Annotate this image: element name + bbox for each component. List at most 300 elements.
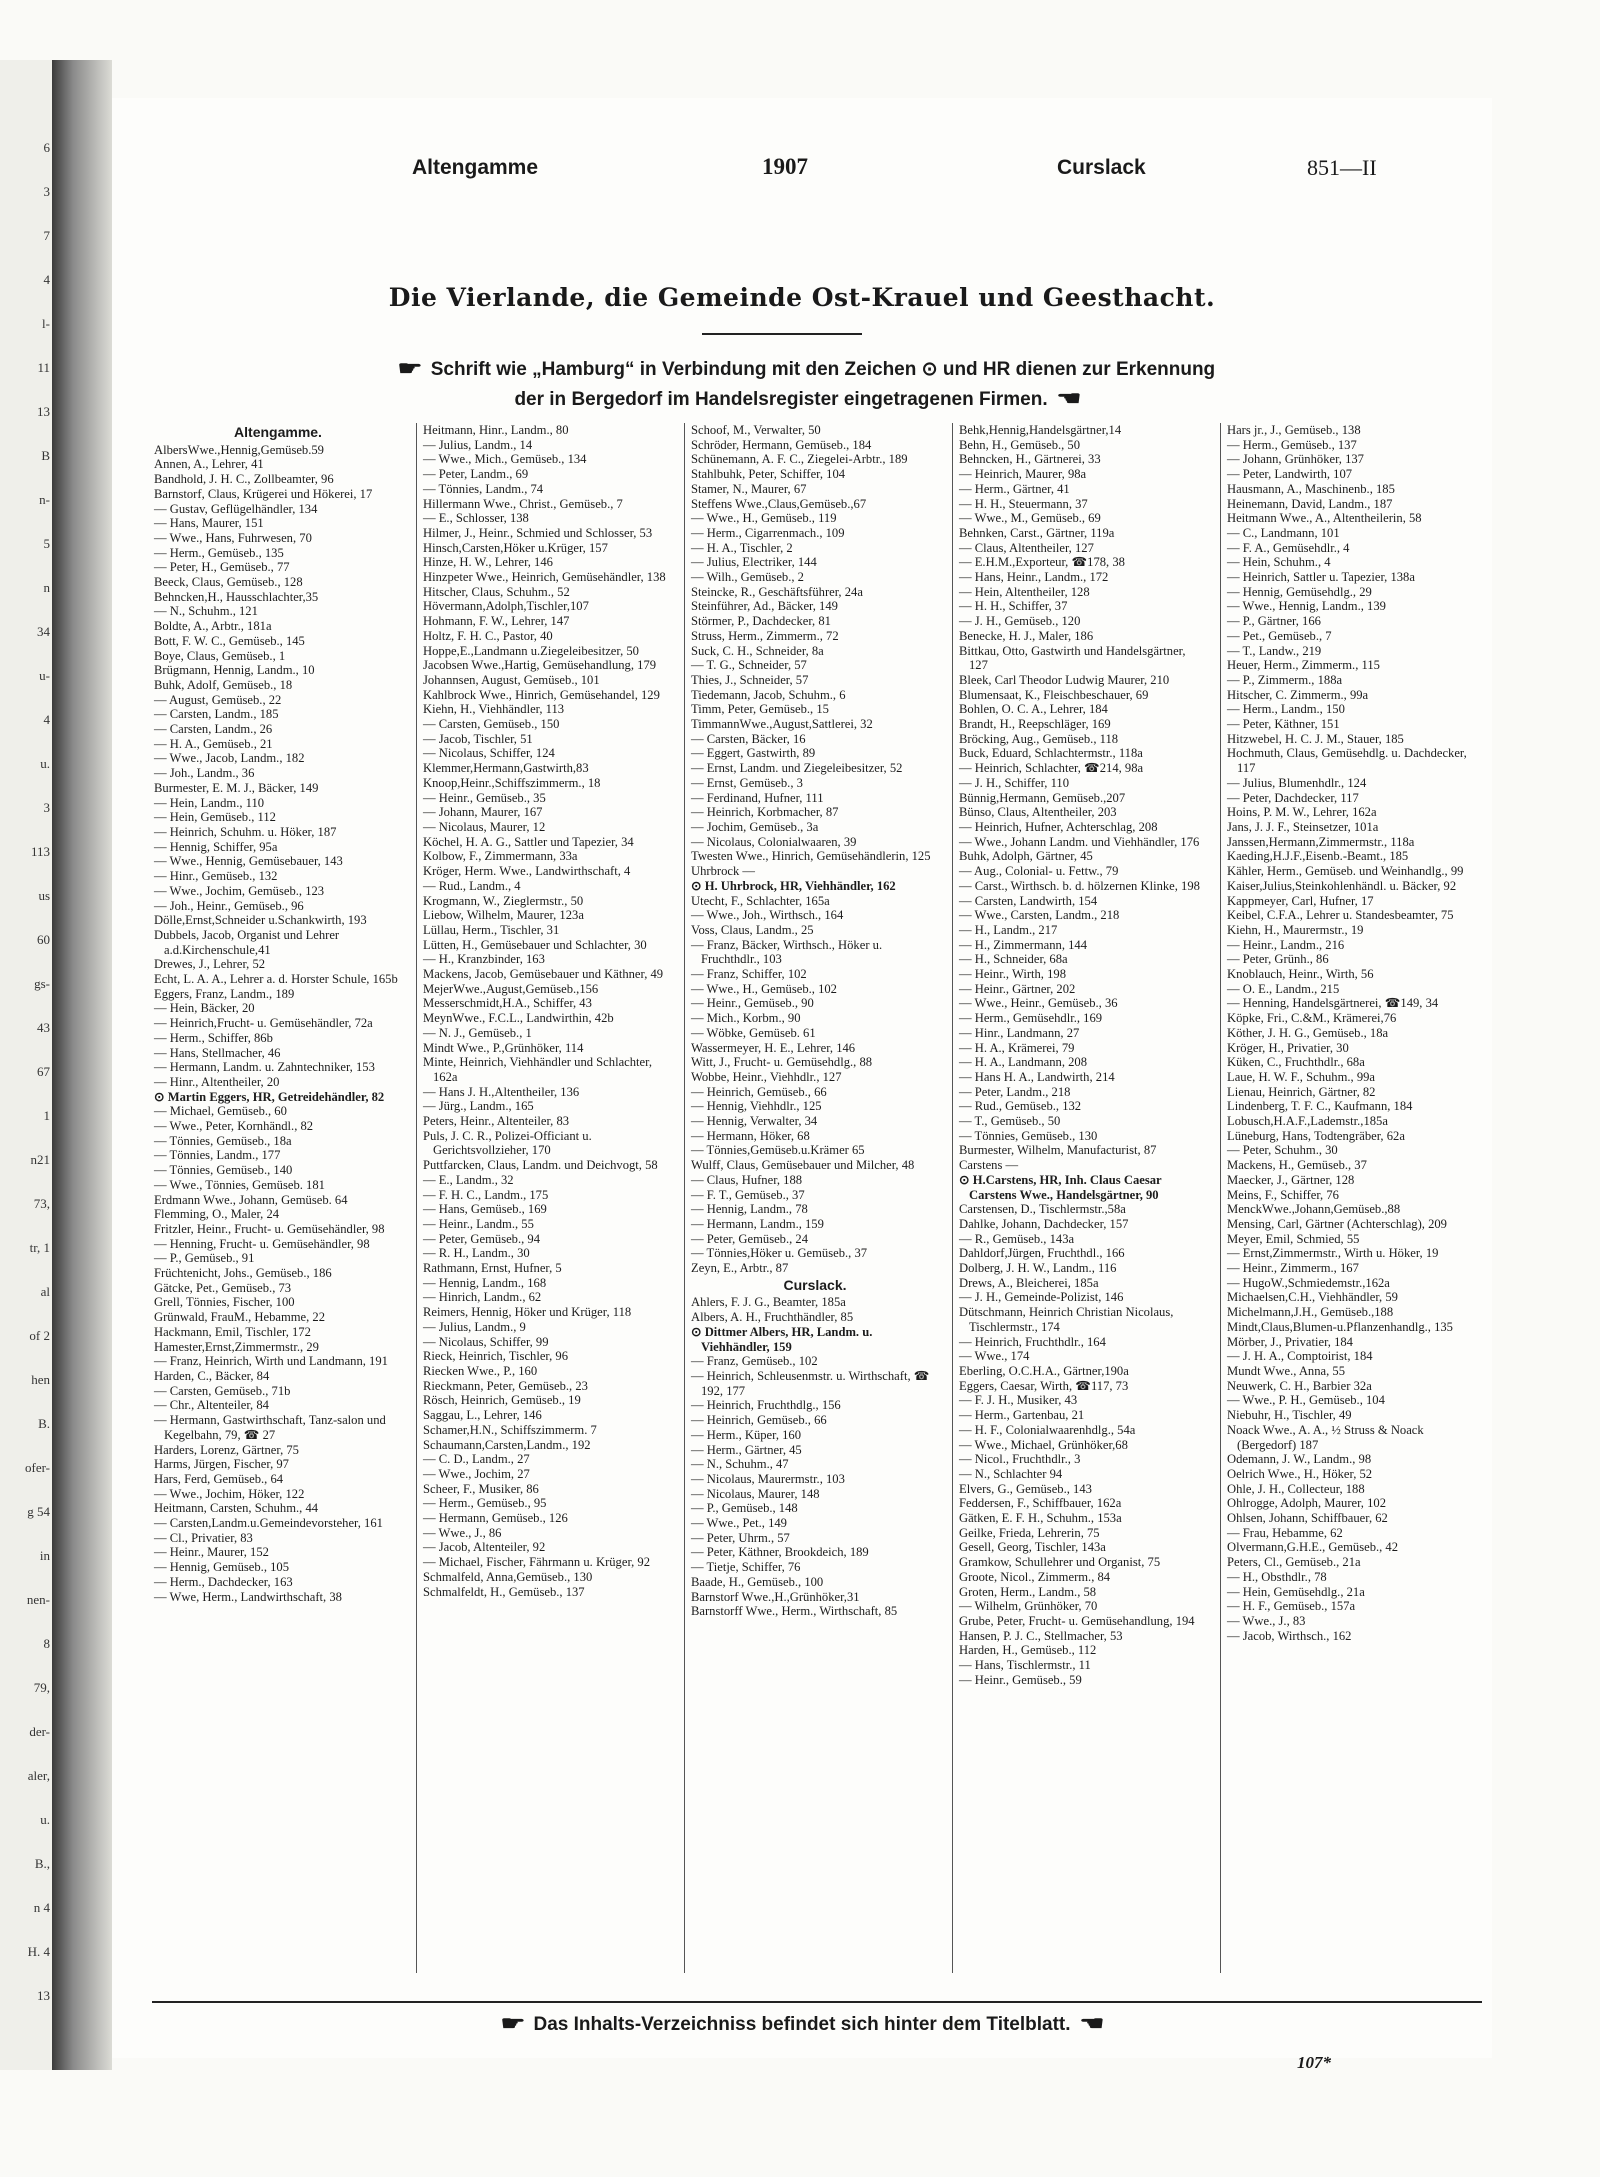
directory-entry: — Hennig, Gemüsehdlg., 29 <box>1227 584 1372 599</box>
directory-entry: Utecht, F., Schlachter, 165a <box>691 893 830 908</box>
margin-fragment: 67 <box>37 1064 50 1079</box>
directory-entry: — Carsten, Gemüseb., 71b <box>154 1383 291 1398</box>
directory-entry: — H. A., Krämerei, 79 <box>959 1040 1075 1055</box>
directory-entry: Wassermeyer, H. E., Lehrer, 146 <box>691 1040 856 1055</box>
pointing-hand-icon: ☛ <box>397 358 423 380</box>
directory-entry: — Wwe., Peter, Kornhändl., 82 <box>154 1119 314 1134</box>
directory-entry: — HugoW.,Schmiedemstr.,162a <box>1227 1275 1390 1290</box>
directory-entry: Behn, H., Gemüseb., 50 <box>959 437 1081 452</box>
directory-entry: Dütschmann, Heinrich Christian Nicolaus, Tischlermstr., 174 <box>959 1305 1174 1334</box>
directory-entry: — Jacob, Altenteiler, 92 <box>423 1540 546 1555</box>
directory-entry: — C., Landmann, 101 <box>1227 525 1340 540</box>
directory-entry: MenckWwe.,Johann,Gemüseb.,88 <box>1227 1202 1401 1217</box>
directory-entry: Hoppe,E.,Landmann u.Ziegeleibesitzer, 50 <box>423 643 639 658</box>
margin-fragment: 79, <box>33 1680 50 1695</box>
margin-fragment: 13 <box>37 1988 50 2003</box>
margin-fragment: nen- <box>26 1592 50 1607</box>
running-head-left: Altengamme <box>412 156 539 179</box>
directory-entry: Heitmann Wwe., A., Altentheilerin, 58 <box>1227 511 1422 526</box>
directory-entry: Hillermann Wwe., Christ., Gemüseb., 7 <box>423 496 623 511</box>
directory-entry: Suck, C. H., Schneider, 8a <box>691 643 824 658</box>
directory-entry: — Nicolaus, Schiffer, 99 <box>423 1334 549 1349</box>
book-gutter <box>52 60 112 2070</box>
directory-entry: — Mich., Korbm., 90 <box>691 1011 801 1026</box>
directory-entry: — Hans J. H.,Altentheiler, 136 <box>423 1084 580 1099</box>
directory-page <box>112 98 1492 2072</box>
directory-entry: Dölle,Ernst,Schneider u.Schankwirth, 193 <box>154 913 367 928</box>
directory-entry: Mundt Wwe., Anna, 55 <box>1227 1364 1345 1378</box>
directory-entry: — R. H., Landm., 30 <box>423 1246 530 1261</box>
directory-entry: — Peter, Landwirth, 107 <box>1227 467 1353 482</box>
directory-entry: — Rud., Gemüseb., 132 <box>959 1099 1082 1114</box>
directory-entry: — Tönnies,Gemüseb.u.Krämer 65 <box>691 1143 865 1158</box>
directory-entry: — Peter, Dachdecker, 117 <box>1227 790 1359 805</box>
note-line-2-text: der in Bergedorf im Handelsregister eingetragenen Firmen. <box>514 389 1048 410</box>
margin-fragment: 13 <box>37 404 50 419</box>
directory-entry: Buck, Eduard, Schlachtermstr., 118a <box>959 746 1143 761</box>
directory-entry: Albers, A. H., Fruchthändler, 85 <box>691 1310 854 1325</box>
margin-fragment: ofer- <box>25 1460 50 1475</box>
directory-entry: Schröder, Hermann, Gemüseb., 184 <box>691 437 872 452</box>
directory-entry: Grünwald, FrauM., Hebamme, 22 <box>154 1310 326 1325</box>
directory-entry: — H., Landm., 217 <box>959 922 1058 937</box>
directory-entry: ⊙ Dittmer Albers, HR, Landm. u. Viehhändler, 159 <box>691 1324 873 1354</box>
directory-entry: Kähler, Herm., Gemüseb. und Weinhandlg., 99 <box>1227 864 1464 879</box>
directory-entry: Mensing, Carl, Gärtner (Achterschlag), 209 <box>1227 1216 1447 1231</box>
directory-entry: — Tönnies, Landm., 74 <box>423 481 544 496</box>
directory-entry: TimmannWwe.,August,Sattlerei, 32 <box>691 717 873 732</box>
directory-entry: Witt, J., Frucht- u. Gemüsehdlg., 88 <box>691 1055 873 1070</box>
directory-entry: — Hans H. A., Landwirth, 214 <box>959 1069 1115 1084</box>
directory-entry: — Hermann, Gastwirthschaft, Tanz-salon und Kegelbahn, 79, ☎ 27 <box>154 1413 386 1442</box>
directory-entry: — Wwe., Jochim, Höker, 122 <box>154 1486 305 1501</box>
directory-entry: Burmester, Wilhelm, Manufacturist, 87 <box>959 1143 1157 1158</box>
directory-entry: — Wwe., Jochim, Gemüseb., 123 <box>154 883 325 898</box>
directory-entry: — Heinrich, Schlachter, ☎214, 98a <box>959 761 1144 776</box>
directory-entry: — Herm., Gartenbau, 21 <box>959 1408 1085 1423</box>
directory-entry: — Nicolaus, Maurermstr., 103 <box>691 1471 845 1486</box>
margin-fragment: al <box>40 1284 50 1299</box>
directory-entry: — C. D., Landm., 27 <box>423 1452 530 1467</box>
directory-entry: Bünso, Claus, Altentheiler, 203 <box>959 805 1117 820</box>
margin-fragment: n 4 <box>33 1900 50 1915</box>
directory-entry: Odemann, J. W., Landm., 98 <box>1227 1452 1372 1467</box>
title-rule <box>702 333 862 335</box>
directory-entry: — Franz, Bäcker, Wirthsch., Höker u. Fruchthdlr., 103 <box>691 937 883 967</box>
directory-entry: — F. A., Gemüsehdlr., 4 <box>1227 540 1350 555</box>
directory-entry: — Carsten,Landm.u.Gemeindevorsteher, 161 <box>154 1516 383 1531</box>
directory-entry: — Wwe., Hennig, Gemüsebauer, 143 <box>154 854 343 869</box>
directory-entry: Scheer, F., Musiker, 86 <box>423 1481 539 1496</box>
directory-entry: — Peter, Gemüseb., 94 <box>423 1231 541 1246</box>
directory-entry: — Peter, Käthner, Brookdeich, 189 <box>691 1545 869 1560</box>
directory-entry: — Nicolaus, Colonialwaaren, 39 <box>691 834 857 849</box>
section-heading: Altengamme. <box>234 424 322 440</box>
column-4 <box>952 423 1211 1973</box>
directory-entry: Mackens, Jacob, Gemüsebauer und Käthner, 49 <box>423 967 664 982</box>
directory-entry: Janssen,Hermann,Zimmermstr., 118a <box>1227 834 1415 849</box>
directory-entry: — Carsten, Gemüseb., 150 <box>423 717 560 732</box>
directory-entry: — H. A., Gemüseb., 21 <box>154 736 273 751</box>
directory-entry: — Wwe., Pet., 149 <box>691 1516 787 1531</box>
directory-entry: — Nicolaus, Maurer, 148 <box>691 1486 820 1501</box>
directory-entry: Buhk, Adolf, Gemüseb., 18 <box>154 677 293 692</box>
directory-entry: Kolbow, F., Zimmermann, 33a <box>423 849 578 864</box>
margin-fragment: of 2 <box>29 1328 50 1343</box>
directory-entry: Niebuhr, H., Tischler, 49 <box>1227 1408 1352 1423</box>
directory-entry: Ohlrogge, Adolph, Maurer, 102 <box>1227 1496 1386 1511</box>
directory-entry: — Carsten, Landwirth, 154 <box>959 893 1098 908</box>
directory-entry: Behncken, H., Gärtnerei, 33 <box>959 452 1101 467</box>
directory-entry: Bohlen, O. C. A., Lehrer, 184 <box>959 702 1108 717</box>
directory-entry: Laue, H. W. F., Schuhm., 99a <box>1227 1069 1376 1084</box>
directory-entry: — Carsten, Landm., 26 <box>154 722 273 737</box>
directory-entry: — Michael, Fischer, Fährmann u. Krüger, 92 <box>423 1555 651 1570</box>
directory-entry: Groote, Nicol., Zimmerm., 84 <box>959 1569 1111 1584</box>
directory-entry: — Wwe., Heinr., Gemüseb., 36 <box>959 996 1118 1011</box>
directory-entry: — Hennig, Landm., 78 <box>691 1202 808 1217</box>
directory-entry: Puls, J. C. R., Polizei-Officiant u. Gerichtsvollzieher, 170 <box>423 1128 592 1158</box>
directory-entry: Kappmeyer, Carl, Hufner, 17 <box>1227 893 1374 908</box>
directory-entry: — Peter, Grünh., 86 <box>1227 952 1329 967</box>
directory-entry: Hoins, P. M. W., Lehrer, 162a <box>1227 805 1377 820</box>
directory-entry: — Herm., Cigarrenmach., 109 <box>691 525 845 540</box>
directory-entry: — Herm., Gemüseb., 135 <box>154 545 284 560</box>
directory-entry: — Heinrich,Frucht- u. Gemüsehändler, 72a <box>154 1016 373 1031</box>
margin-fragment: in <box>39 1548 50 1563</box>
directory-entry: Grube, Peter, Frucht- u. Gemüsehandlung, 194 <box>959 1613 1195 1628</box>
directory-entry: — Peter, Gemüseb., 24 <box>691 1231 809 1246</box>
directory-entry: Steincke, R., Geschäftsführer, 24a <box>691 584 863 599</box>
margin-fragment: 60 <box>37 932 50 947</box>
directory-entry: — H., Schneider, 68a <box>959 952 1068 967</box>
directory-entry: Beeck, Claus, Gemüseb., 128 <box>154 575 303 590</box>
directory-entry: — Heinr., Gärtner, 202 <box>959 981 1076 996</box>
directory-entry: — Hermann, Höker, 68 <box>691 1128 810 1143</box>
directory-entry: Mörber, J., Privatier, 184 <box>1227 1334 1353 1349</box>
margin-fragment: hen <box>31 1372 50 1387</box>
directory-entry: Schmalfeld, Anna,Gemüseb., 130 <box>423 1569 593 1584</box>
directory-entry: Voss, Claus, Landm., 25 <box>691 922 814 937</box>
margin-fragment: gs- <box>34 976 50 991</box>
margin-fragment: der- <box>29 1724 50 1739</box>
directory-entry: — N., Schuhm., 47 <box>691 1457 789 1472</box>
bottom-note <box>112 2011 1492 2036</box>
note-line-1-text: Schrift wie „Hamburg“ in Verbindung mit den Zeichen ⊙ und HR dienen zur Erkennung <box>430 359 1216 380</box>
directory-entry: Lüneburg, Hans, Todtengräber, 62a <box>1227 1128 1405 1143</box>
directory-entry: Flemming, O., Maler, 24 <box>154 1207 280 1222</box>
directory-entry: — Wwe, Herm., Landwirthschaft, 38 <box>154 1589 342 1604</box>
directory-entry: Fritzler, Heinr., Frucht- u. Gemüsehändler, 98 <box>154 1221 385 1236</box>
directory-entry: — Wwe., H., Gemüseb., 119 <box>691 511 837 526</box>
directory-entry: — Eggert, Gastwirth, 89 <box>691 746 816 761</box>
directory-entry: — N., Schlachter 94 <box>959 1466 1063 1481</box>
directory-entry: — Hermann, Landm., 159 <box>691 1216 824 1231</box>
directory-entry: — Henning, Frucht- u. Gemüsehändler, 98 <box>154 1236 370 1251</box>
directory-entry: — Herm., Dachdecker, 163 <box>154 1574 293 1589</box>
directory-entry: — Hinr., Altentheiler, 20 <box>154 1074 280 1089</box>
directory-entry: Brandt, H., Reepschläger, 169 <box>959 717 1111 732</box>
directory-entry: — Heinr., Gemüseb., 35 <box>423 790 546 805</box>
directory-entry: Kiehn, H., Viehhändler, 113 <box>423 702 565 717</box>
margin-fragment: 113 <box>30 844 50 859</box>
directory-entry: Holtz, F. H. C., Pastor, 40 <box>423 628 553 643</box>
directory-entry: — H. H., Schiffer, 37 <box>959 599 1068 614</box>
margin-fragment: 8 <box>43 1636 50 1651</box>
directory-entry: Ohlsen, Johann, Schiffbauer, 62 <box>1227 1511 1388 1526</box>
directory-entry: Hinzpeter Wwe., Heinrich, Gemüsehändler, 138 <box>423 570 666 585</box>
directory-entry: Bott, F. W. C., Gemüseb., 145 <box>154 633 305 648</box>
directory-entry: Barnstorff Wwe., Herm., Wirthschaft, 85 <box>691 1604 898 1619</box>
margin-fragment: 6 <box>43 140 50 155</box>
column-3 <box>684 423 943 1973</box>
directory-entry: Twesten Wwe., Hinrich, Gemüsehändlerin, 125 <box>691 849 931 864</box>
directory-entry: Rieck, Heinrich, Tischler, 96 <box>423 1349 569 1364</box>
margin-fragment: u. <box>40 1812 50 1827</box>
directory-entry: Minte, Heinrich, Viehhändler und Schlachter, 162a <box>423 1055 652 1084</box>
directory-entry: — E.H.M.,Exporteur, ☎178, 38 <box>959 555 1125 570</box>
directory-entry: — Peter, Landm., 218 <box>959 1084 1071 1099</box>
directory-entry: — Pet., Gemüseb., 7 <box>1227 628 1332 643</box>
printer-signature: 107* <box>1297 2053 1331 2072</box>
directory-entry: — N., Schuhm., 121 <box>154 604 258 619</box>
directory-entry: — Wwe., H., Gemüseb., 102 <box>691 981 837 996</box>
directory-entry: Kröger, H., Privatier, 30 <box>1227 1040 1349 1055</box>
directory-entry: — Heinr., Gemüseb., 90 <box>691 996 814 1011</box>
directory-entry: — August, Gemüseb., 22 <box>154 692 282 707</box>
directory-entry: — Jürg., Landm., 165 <box>423 1099 534 1114</box>
directory-entry: AlbersWwe.,Hennig,Gemüseb.59 <box>154 442 324 457</box>
directory-entry: — Heinrich, Fruchthdlr., 164 <box>959 1334 1106 1349</box>
directory-entry: Kiehn, H., Maurermstr., 19 <box>1227 922 1364 937</box>
directory-entry: Uhrbrock — <box>691 864 756 879</box>
directory-entry: — T., Landw., 219 <box>1227 643 1322 658</box>
directory-entry: — Carst., Wirthsch. b. d. hölzernen Klinke, 198 <box>959 878 1200 893</box>
directory-entry: Blumensaat, K., Fleischbeschauer, 69 <box>959 687 1149 702</box>
directory-entry: Lienau, Heinrich, Gärtner, 82 <box>1227 1084 1376 1099</box>
directory-entry: Kaeding,H.J.F.,Eisenb.-Beamt., 185 <box>1227 849 1409 864</box>
column-2 <box>416 423 675 1973</box>
directory-entry: Keibel, C.F.A., Lehrer u. Standesbeamter, 75 <box>1227 908 1454 923</box>
directory-entry: Dahldorf,Jürgen, Fruchthdl., 166 <box>959 1246 1125 1261</box>
directory-entry: — Hennig, Verwalter, 34 <box>691 1114 818 1129</box>
directory-entry: — Jochim, Gemüseb., 3a <box>691 819 819 834</box>
running-head-year: 1907 <box>762 154 808 179</box>
directory-entry: — Tönnies, Gemüseb., 18a <box>154 1133 292 1148</box>
directory-entry: — Heinrich, Schuhm. u. Höker, 187 <box>154 824 337 839</box>
directory-entry: — Peter, Käthner, 151 <box>1227 717 1340 732</box>
directory-entry: — Wwe., Jacob, Landm., 182 <box>154 751 305 766</box>
page-title: Die Vierlande, die Gemeinde Ost-Krauel und Geesthacht. <box>388 283 1216 312</box>
directory-entry: Wobbe, Heinr., Viehhdlr., 127 <box>691 1069 842 1084</box>
directory-entry: — R., Gemüseb., 143a <box>959 1231 1075 1246</box>
directory-entry: — Wwe., P. H., Gemüseb., 104 <box>1227 1393 1385 1408</box>
bottom-rule <box>152 2001 1482 2003</box>
directory-entry: Lobusch,H.A.F.,Lademstr.,185a <box>1227 1114 1388 1129</box>
directory-entry: — H., Obsthdlr., 78 <box>1227 1569 1327 1584</box>
directory-entry: — Hein, Gemüseb., 112 <box>154 810 276 825</box>
page-number: 851—II <box>1307 155 1377 180</box>
directory-entry: — Wwe., Michael, Grünhöker,68 <box>959 1437 1128 1452</box>
directory-entry: — Chr., Altenteiler, 84 <box>154 1398 269 1413</box>
directory-entry: Barnstorf, Claus, Krügerei und Hökerei, 17 <box>154 486 373 501</box>
directory-entry: — Johann, Grünhöker, 137 <box>1227 452 1364 467</box>
directory-entry: Störmer, P., Dachdecker, 81 <box>691 614 831 629</box>
directory-entry: Hamester,Ernst,Zimmermstr., 29 <box>154 1339 319 1354</box>
margin-fragment: us <box>38 888 50 903</box>
directory-entry: — H., Kranzbinder, 163 <box>423 952 545 967</box>
directory-entry: — Carsten, Bäcker, 16 <box>691 731 806 746</box>
directory-entry: Behk,Hennig,Handelsgärtner,14 <box>959 423 1122 437</box>
directory-entry: — Ernst, Landm. und Ziegeleibesitzer, 52 <box>691 761 903 776</box>
directory-entry: — Aug., Colonial- u. Fettw., 79 <box>959 864 1119 879</box>
directory-entry: — Joh., Heinr., Gemüseb., 96 <box>154 898 304 913</box>
directory-entry: — Wilh., Gemüseb., 2 <box>691 570 804 585</box>
directory-entry: Ohle, J. H., Collecteur, 188 <box>1227 1481 1365 1496</box>
directory-entry: — Carsten, Landm., 185 <box>154 707 279 722</box>
directory-entry: ⊙ H. Uhrbrock, HR, Viehhändler, 162 <box>691 878 896 893</box>
directory-entry: — Tönnies, Gemüseb., 140 <box>154 1163 293 1178</box>
running-head-right: Curslack <box>1057 156 1146 179</box>
margin-fragment: 4 <box>43 272 50 287</box>
margin-fragment: g 54 <box>27 1504 50 1519</box>
directory-entry: — Heinrich, Schleusenmstr. u. Wirthschaft, ☎ 192, 177 <box>691 1369 930 1398</box>
directory-entry: Thies, J., Schneider, 57 <box>691 672 809 687</box>
directory-entry: Köchel, H. A. G., Sattler und Tapezier, 34 <box>423 834 634 849</box>
directory-entry: Ahlers, F. J. G., Beamter, 185a <box>691 1295 846 1310</box>
directory-entry: Michelmann,J.H., Gemüseb.,188 <box>1227 1305 1394 1320</box>
directory-entry: Stahlbuhk, Peter, Schiffer, 104 <box>691 467 846 482</box>
directory-entry: — Hein, Schuhm., 4 <box>1227 555 1331 570</box>
directory-entry: — Hein, Bäcker, 20 <box>154 1001 255 1016</box>
directory-entry: — Hennig, Viehhdlr., 125 <box>691 1099 822 1114</box>
directory-entry: — Hein, Landm., 110 <box>154 795 265 810</box>
directory-entry: — H. H., Steuermann, 37 <box>959 496 1088 511</box>
margin-fragment: B., <box>34 1856 50 1871</box>
directory-entry: Harden, H., Gemüseb., 112 <box>959 1643 1097 1658</box>
directory-entry: Harders, Lorenz, Gärtner, 75 <box>154 1442 299 1457</box>
directory-entry: — Hinr., Gemüseb., 132 <box>154 869 278 884</box>
directory-entry: — Michael, Gemüseb., 60 <box>154 1104 287 1119</box>
margin-fragment: u. <box>40 756 50 771</box>
bottom-note-text: Das Inhalts-Verzeichniss befindet sich hinter dem Titelblatt. <box>533 2014 1071 2035</box>
margin-fragment: B <box>41 448 50 463</box>
directory-entry: Eggers, Franz, Landm., 189 <box>154 986 295 1001</box>
directory-entry: Steinführer, Ad., Bäcker, 149 <box>691 599 838 614</box>
directory-entry: — J. H., Gemüseb., 120 <box>959 614 1081 629</box>
column-1 <box>148 423 406 1973</box>
directory-entry: Oelrich Wwe., H., Höker, 52 <box>1227 1466 1373 1481</box>
directory-entry: Früchtenicht, Johs., Gemüseb., 186 <box>154 1266 332 1281</box>
directory-entry: Hars, Ferd, Gemüseb., 64 <box>154 1471 284 1486</box>
margin-fragment: n21 <box>30 1152 50 1167</box>
directory-entry: Meins, F., Schiffer, 76 <box>1227 1187 1339 1202</box>
directory-entry: — Hennig, Landm., 168 <box>423 1275 547 1290</box>
directory-entry: Schaumann,Carsten,Landm., 192 <box>423 1437 591 1452</box>
margin-fragment: 73, <box>33 1196 50 1211</box>
margin-fragment: 1 <box>43 1108 50 1123</box>
directory-entry: — Hermann, Landm. u. Zahntechniker, 153 <box>154 1060 375 1075</box>
directory-entry: — Herm., Küper, 160 <box>691 1427 802 1442</box>
directory-entry: — Herm., Landm., 150 <box>1227 702 1345 717</box>
directory-entry: — Wwe., Tönnies, Gemüseb. 181 <box>154 1177 325 1192</box>
directory-entry: Drews, A., Bleicherei, 185a <box>959 1275 1099 1290</box>
directory-entry: Köpke, Fri., C.&M., Krämerei,76 <box>1227 1011 1397 1026</box>
directory-entry: Köther, J. H. G., Gemüseb., 18a <box>1227 1025 1389 1040</box>
directory-entry: Bittkau, Otto, Gastwirth und Handelsgärtner, 127 <box>959 643 1186 673</box>
directory-entry: — Wwe., Carsten, Landm., 218 <box>959 908 1120 923</box>
directory-entry: Stamer, N., Maurer, 67 <box>691 481 807 496</box>
directory-entry: Mindt Wwe., P.,Grünhöker, 114 <box>423 1040 584 1055</box>
directory-entry: Jans, J. J. F., Steinsetzer, 101a <box>1227 819 1379 834</box>
directory-entry: — Hans, Stellmacher, 46 <box>154 1045 281 1060</box>
directory-entry: Hackmann, Emil, Tischler, 172 <box>154 1324 311 1339</box>
directory-entry: Hilmer, J., Heinr., Schmied und Schlosser, 53 <box>423 525 653 540</box>
directory-entry: Schmalfeldt, H., Gemüseb., 137 <box>423 1584 585 1599</box>
directory-entry: — Herm., Gemüsehdlr., 169 <box>959 1011 1103 1026</box>
directory-entry: — Claus, Altentheiler, 127 <box>959 540 1094 555</box>
directory-entry: Schünemann, A. F. C., Ziegelei-Arbtr., 189 <box>691 452 908 467</box>
margin-fragment: H. 4 <box>27 1944 50 1959</box>
directory-entry: Annen, A., Lehrer, 41 <box>154 457 264 472</box>
directory-entry: Puttfarcken, Claus, Landm. und Deichvogt, 58 <box>423 1158 658 1173</box>
margin-fragment: aler, <box>27 1768 50 1783</box>
directory-entry: — Rud., Landm., 4 <box>423 878 521 893</box>
directory-entry: — H. A., Tischler, 2 <box>691 540 793 555</box>
directory-entry: — Cl., Privatier, 83 <box>154 1530 253 1545</box>
directory-entry: — Johann, Maurer, 167 <box>423 805 543 820</box>
directory-entry: Bleek, Carl Theodor Ludwig Maurer, 210 <box>959 672 1170 687</box>
directory-entry: — Julius, Landm., 9 <box>423 1319 526 1334</box>
directory-entry: Küken, C., Fruchthdlr., 68a <box>1227 1055 1365 1070</box>
directory-entry: Kaiser,Julius,Steinkohlenhändl. u. Bäcker, 92 <box>1227 878 1457 893</box>
directory-entry: Gesell, Georg, Tischler, 143a <box>959 1540 1106 1555</box>
directory-entry: Baade, H., Gemüseb., 100 <box>691 1574 824 1589</box>
directory-entry: Reimers, Hennig, Höker und Krüger, 118 <box>423 1305 632 1320</box>
directory-entry: — N. J., Gemüseb., 1 <box>423 1025 532 1040</box>
pointing-hand-left-icon: ☚ <box>1056 388 1082 410</box>
directory-entry: Behncken,H., Hausschlachter,35 <box>154 589 319 604</box>
margin-fragment: 11 <box>37 360 50 375</box>
directory-entry: Schamer,H.N., Schiffszimmerm. 7 <box>423 1422 597 1437</box>
directory-entry: — Peter, H., Gemüseb., 77 <box>154 560 290 575</box>
directory-entry: — Hinrich, Landm., 62 <box>423 1290 542 1305</box>
directory-entry: Krogmann, W., Zieglermstr., 50 <box>423 893 584 908</box>
directory-entry: Knoop,Heinr.,Schiffszimmerm., 18 <box>423 775 601 790</box>
directory-entry: — Hennig, Schiffer, 95a <box>154 839 278 854</box>
margin-fragment: B. <box>38 1416 50 1431</box>
directory-entry: Johannsen, August, Gemüseb., 101 <box>423 672 600 687</box>
directory-entry: — Jacob, Wirthsch., 162 <box>1227 1628 1352 1643</box>
directory-entry: — F. J. H., Musiker, 43 <box>959 1393 1078 1408</box>
directory-entry: — Heinr., Wirth, 198 <box>959 967 1066 982</box>
directory-entry: Noack Wwe., A. A., ½ Struss & Noack (Bergedorf) 187 <box>1227 1422 1424 1452</box>
directory-entry: Grell, Tönnies, Fischer, 100 <box>154 1295 295 1310</box>
directory-entry: — Julius, Landm., 14 <box>423 437 533 452</box>
margin-fragment: 43 <box>37 1020 50 1035</box>
directory-entry: — Wwe., Joh., Wirthsch., 164 <box>691 908 844 923</box>
directory-entry: Schoof, M., Verwalter, 50 <box>691 423 821 437</box>
directory-entry: Peters, Heinr., Altenteiler, 83 <box>423 1114 570 1129</box>
directory-entry: Hitscher, Claus, Schuhm., 52 <box>423 584 570 599</box>
directory-entry: Elvers, G., Gemüseb., 143 <box>959 1481 1092 1496</box>
margin-fragment: l- <box>42 316 50 331</box>
adjacent-page-edge <box>0 60 54 2070</box>
directory-entry: — Wwe., J., 86 <box>423 1525 502 1540</box>
directory-entry: — Heinrich, Gemüseb., 66 <box>691 1084 827 1099</box>
directory-entry: — J. H., Gemeinde-Polizist, 146 <box>959 1290 1124 1305</box>
directory-entry: — J. H., Schiffer, 110 <box>959 775 1070 790</box>
